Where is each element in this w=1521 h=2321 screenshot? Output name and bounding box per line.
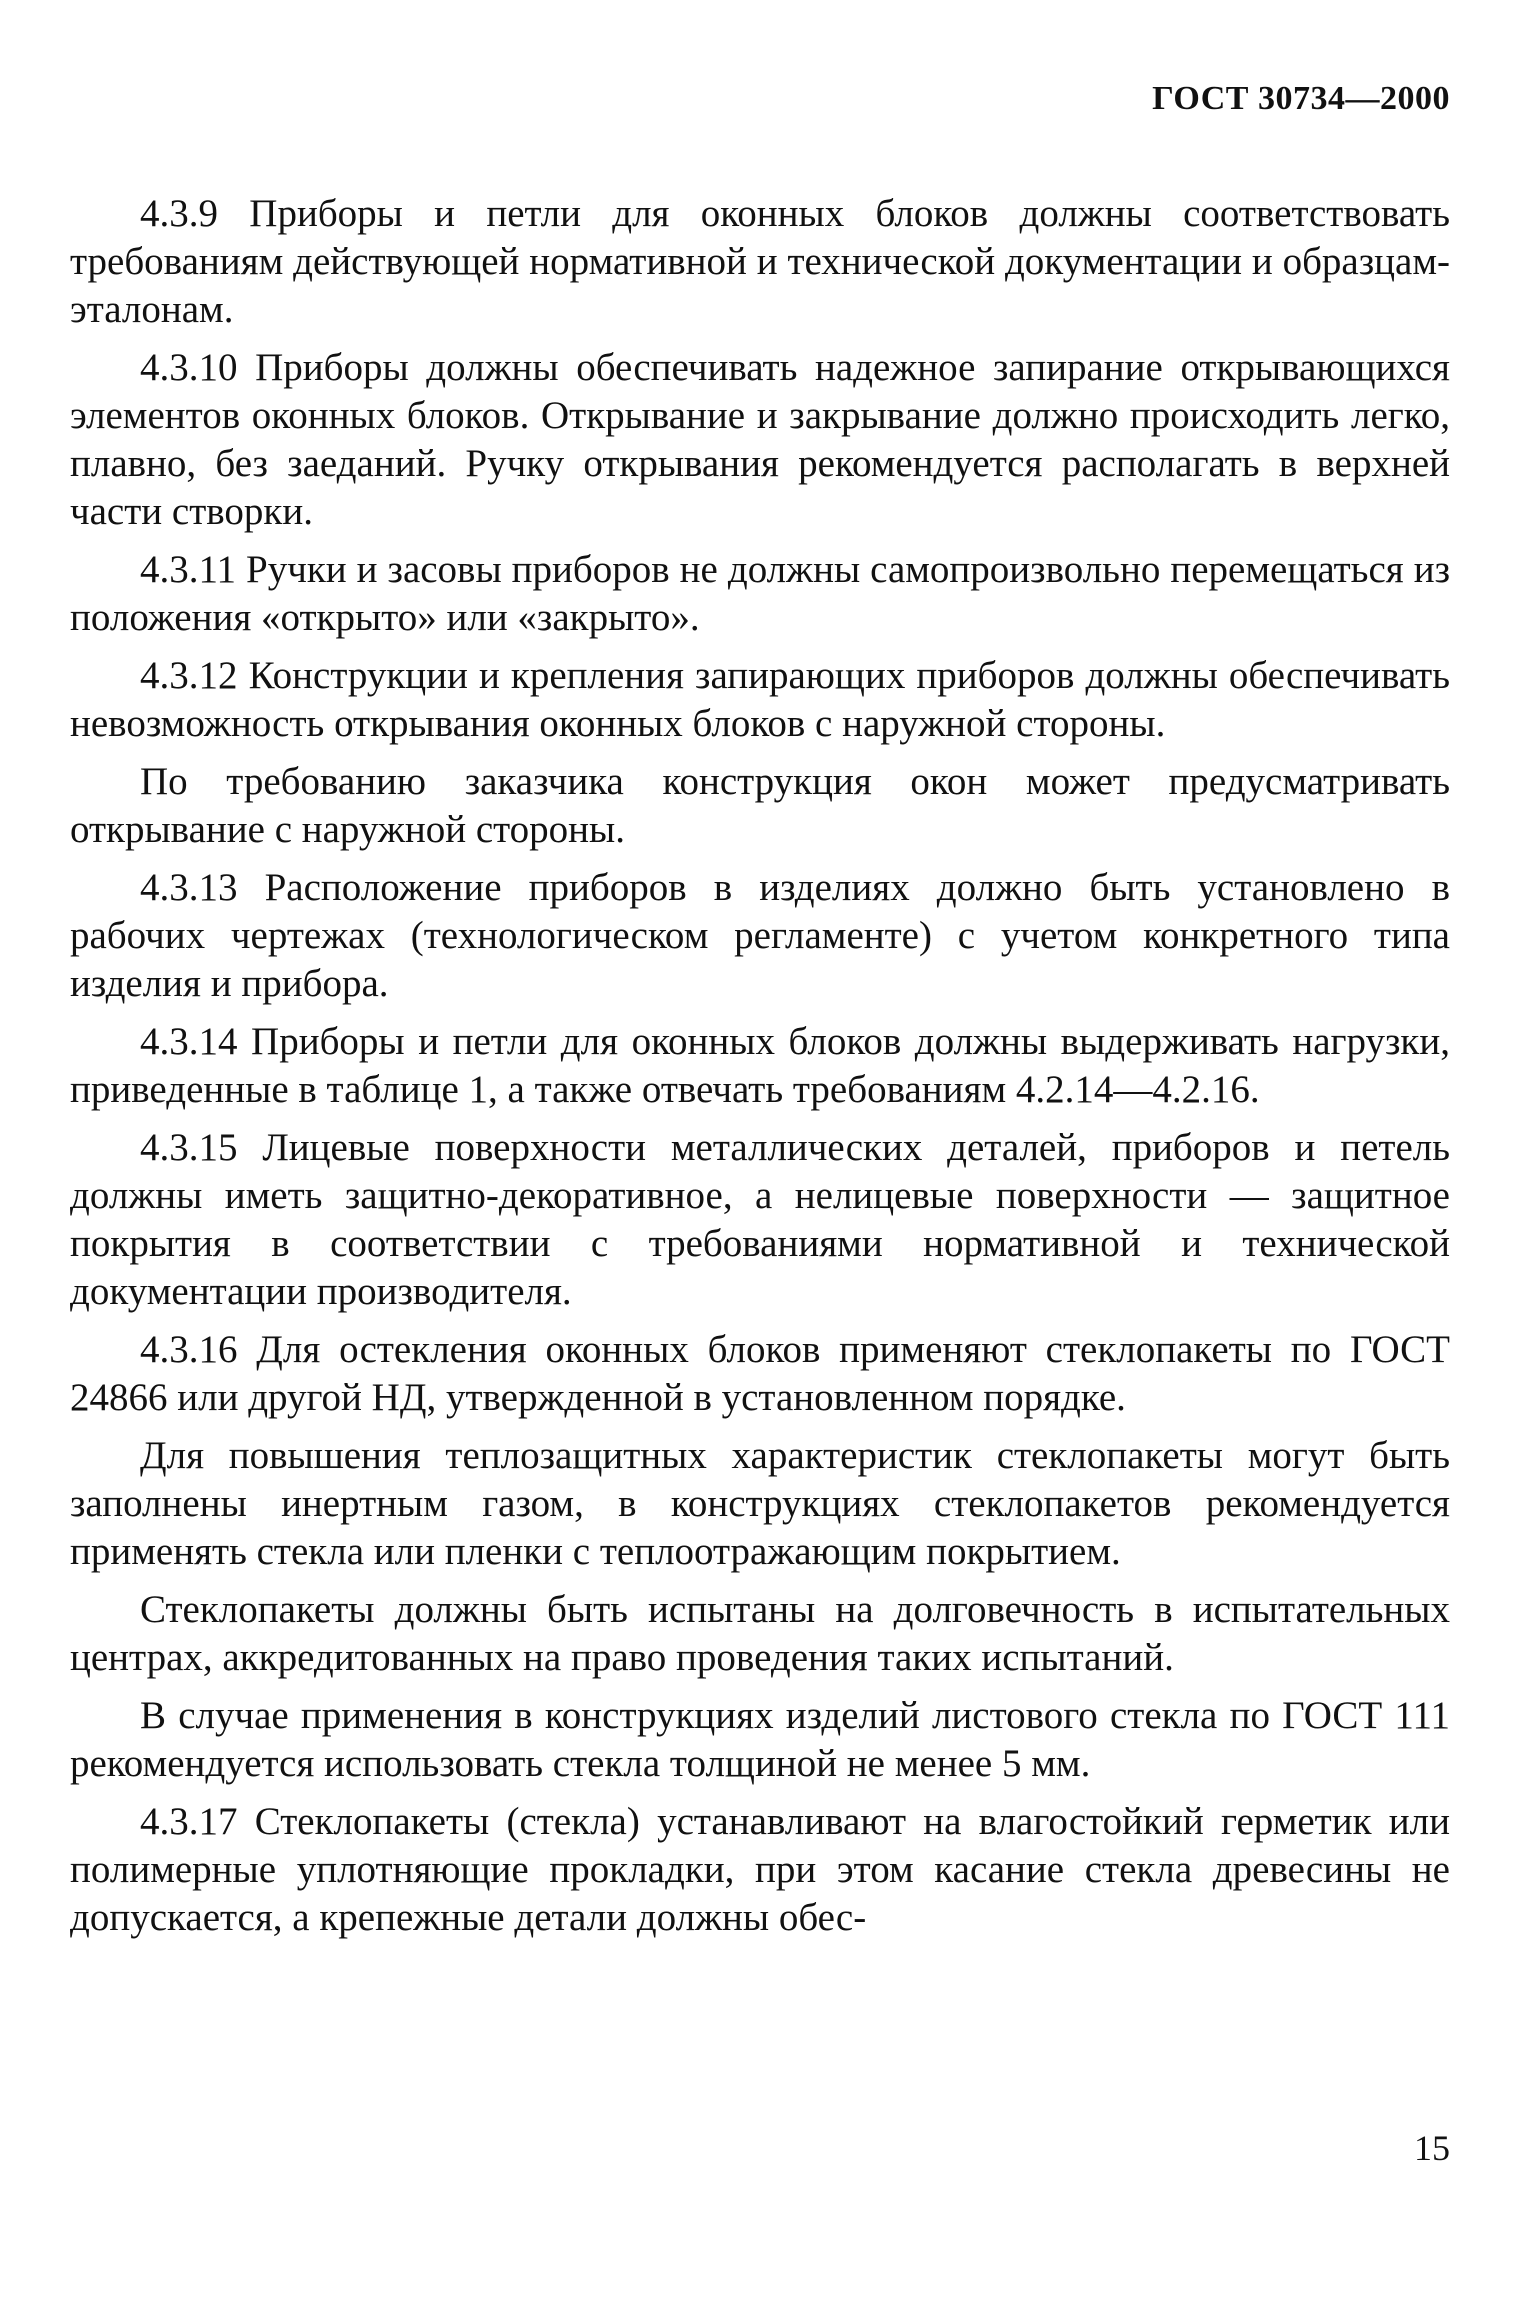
- paragraph-4-3-9: 4.3.9 Приборы и петли для оконных блоков должны соответствовать требованиям действующей нормативной и технической документации и образцам-эталонам.: [70, 192, 1450, 331]
- document-page: [70, 80, 1450, 2280]
- paragraph-4-3-10: 4.3.10 Приборы должны обеспечивать надежное запирание открывающихся элементов оконных блоков. Открывание и закрывание должно происходить легко, плавно, без заеданий. Ручку открывания рекомендуется располагать в верхней части створки.: [70, 346, 1450, 533]
- page-number: 15: [1414, 2128, 1450, 2168]
- paragraph-4-3-14: 4.3.14 Приборы и петли для оконных блоков должны выдерживать нагрузки, приведенные в таблице 1, а также отвечать требованиям 4.2.14—4.2.16.: [70, 1020, 1450, 1111]
- paragraph-4-3-11: 4.3.11 Ручки и засовы приборов не должны самопроизвольно перемещаться из положения «открыто» или «закрыто».: [70, 548, 1450, 639]
- document-code-header: ГОСТ 30734—2000: [1152, 80, 1450, 117]
- document-body: [70, 190, 1450, 1952]
- paragraph-thermal-protection: Для повышения теплозащитных характеристик стеклопакеты могут быть заполнены инертным газом, в конструкциях стеклопакетов рекомендуется применять стекла или пленки с теплоотражающим покрытием.: [70, 1434, 1450, 1573]
- paragraph-sheet-glass: В случае применения в конструкциях изделий листового стекла по ГОСТ 111 рекомендуется использовать стекла толщиной не менее 5 мм.: [70, 1694, 1450, 1785]
- paragraph-4-3-13: 4.3.13 Расположение приборов в изделиях должно быть установлено в рабочих чертежах (технологическом регламенте) с учетом конкретного типа изделия и прибора.: [70, 866, 1450, 1005]
- paragraph-4-3-16: 4.3.16 Для остекления оконных блоков применяют стеклопакеты по ГОСТ 24866 или другой НД, утвержденной в установленном порядке.: [70, 1328, 1450, 1419]
- paragraph-durability-testing: Стеклопакеты должны быть испытаны на долговечность в испытательных центрах, аккредитованных на право проведения таких испытаний.: [70, 1588, 1450, 1679]
- paragraph-customer-requirement: По требованию заказчика конструкция окон может предусматривать открывание с наружной стороны.: [70, 760, 1450, 851]
- paragraph-4-3-17: 4.3.17 Стеклопакеты (стекла) устанавливают на влагостойкий герметик или полимерные уплотняющие прокладки, при этом касание стекла древесины не допускается, а крепежные детали должны обес-: [70, 1800, 1450, 1939]
- paragraph-4-3-12: 4.3.12 Конструкции и крепления запирающих приборов должны обеспечивать невозможность открывания оконных блоков с наружной стороны.: [70, 654, 1450, 745]
- paragraph-4-3-15: 4.3.15 Лицевые поверхности металлических деталей, приборов и петель должны иметь защитно-декоративное, а нелицевые поверхности — защитное покрытия в соответствии с требованиями нормативной и технической документации производителя.: [70, 1126, 1450, 1313]
